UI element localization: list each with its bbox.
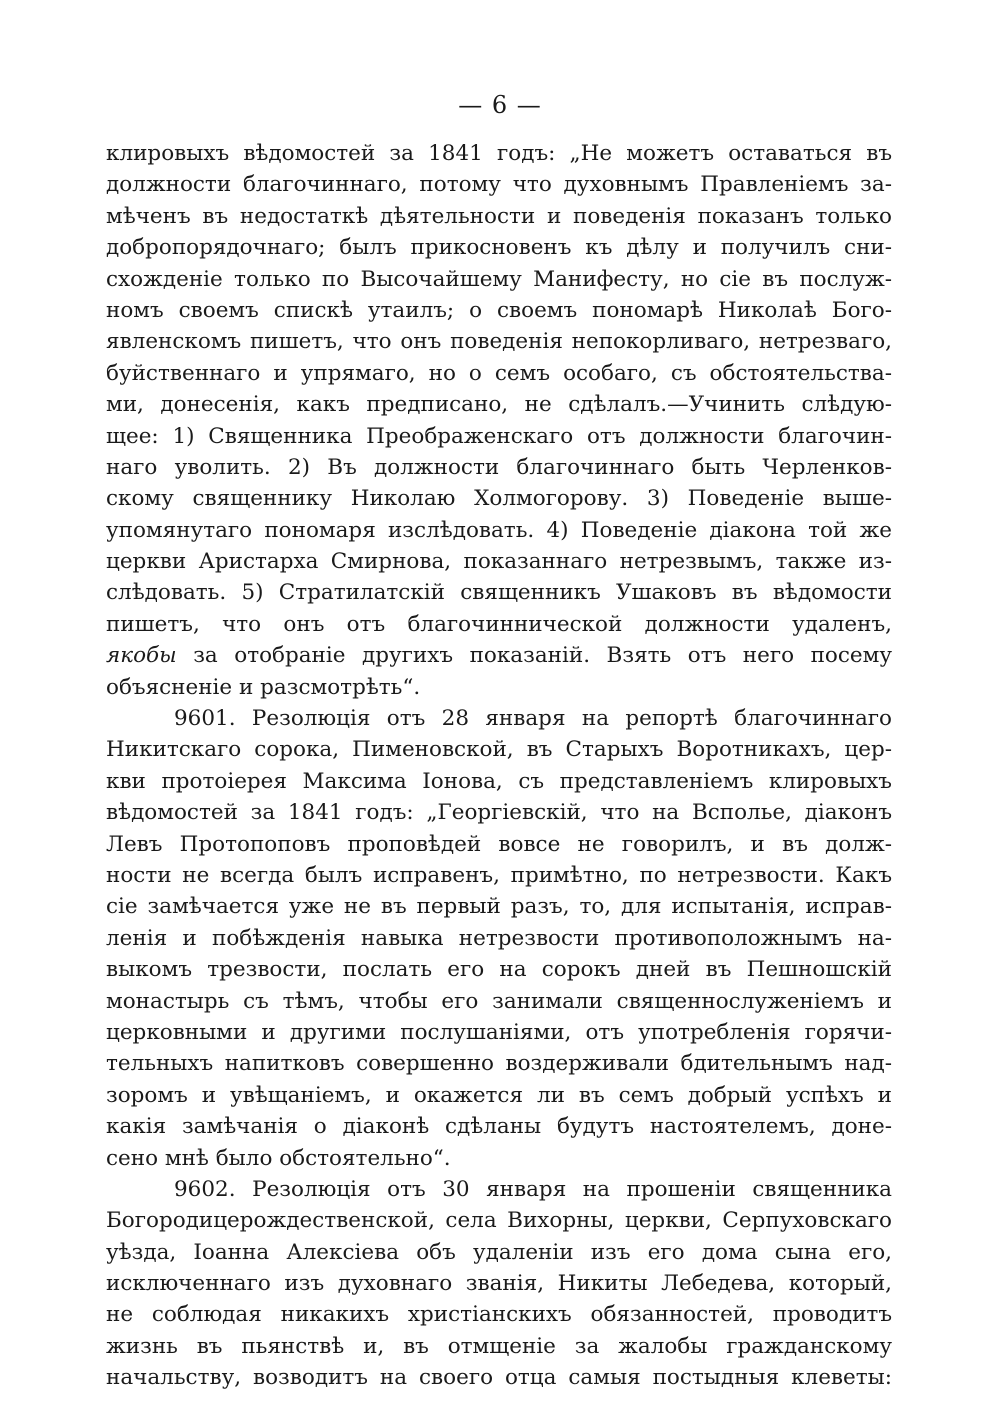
text-line: сіе замѣчается уже не въ первый разъ, то, для испытанія, исправ- — [106, 894, 892, 920]
page-number: — 6 — — [458, 91, 542, 119]
text-line: уѣзда, Іоанна Алексіева объ удаленіи изъ его дома сына его, — [106, 1239, 892, 1265]
paragraph-9601 — [106, 703, 892, 1174]
text-line: жизнь въ пьянствѣ и, въ отмщеніе за жалобы гражданскому — [106, 1333, 892, 1359]
text-line: Никитскаго сорока, Пименовской, въ Старыхъ Воротникахъ, цер- — [106, 737, 892, 763]
text-line: упомянутаго пономаря изслѣдовать. 4) Поведеніе діакона той же — [106, 517, 892, 543]
text-line: церкви Аристарха Смирнова, показаннаго нетрезвымъ, также из- — [106, 549, 892, 575]
text-line: начальству, возводитъ на своего отца самыя постыдныя клеветы: — [106, 1365, 892, 1391]
text-line: церковными и другими послушаніями, отъ употребленія горячи- — [106, 1019, 892, 1045]
text-line: 9601. Резолюція отъ 28 января на репортѣ благочиннаго — [174, 706, 892, 732]
text-line: Богородицерождественской, села Вихорны, церкви, Серпуховскаго — [106, 1208, 892, 1234]
text-line: Левъ Протопоповъ проповѣдей вовсе не говорилъ, и въ долж- — [106, 831, 892, 857]
paragraph-9602 — [106, 1174, 892, 1394]
text-line: ности не всегда былъ исправенъ, примѣтно, по нетрезвости. Какъ — [106, 862, 892, 888]
text-line: вѣдомостей за 1841 годъ: „Георгіевскій, что на Всполье, діаконъ — [106, 800, 892, 826]
italic-word: якобы — [106, 643, 177, 669]
text-line: объясненіе и разсмотрѣть“. — [106, 674, 421, 700]
text-line: тельныхъ напитковъ совершенно воздерживали бдительнымъ над- — [106, 1051, 892, 1077]
text-line: скому священнику Николаю Холмогорову. 3) Поведеніе выше- — [106, 486, 892, 512]
text-line: слѣдовать. 5) Стратилатскій священникъ Ушаковъ въ вѣдомости — [106, 580, 892, 606]
paragraph — [106, 138, 892, 703]
text-line: ми, донесенія, какъ предписано, не сдѣлалъ.—Учинить слѣдую- — [106, 392, 892, 418]
text-line: 9602. Резолюція отъ 30 января на прошеніи священника — [174, 1176, 892, 1202]
text-line: наго уволить. 2) Въ должности благочиннаго быть Черленков- — [106, 454, 892, 480]
text-line: добропорядочнаго; былъ прикосновенъ къ дѣлу и получилъ сни- — [106, 235, 892, 261]
text-line: буйственнаго и упрямаго, но о семъ особаго, съ обстоятельства- — [106, 360, 892, 386]
text-line: исключеннаго изъ духовнаго званія, Никиты Лебедева, который, — [106, 1271, 892, 1297]
text-line: выкомъ трезвости, послать его на сорокъ дней въ Пешношскій — [106, 957, 892, 983]
text-line: пишетъ, что онъ отъ благочиннической должности удаленъ, — [106, 611, 892, 637]
text-line: щее: 1) Священника Преображенскаго отъ должности благочин- — [106, 423, 892, 449]
text-line: не соблюдая никакихъ христіанскихъ обязанностей, проводитъ — [106, 1302, 892, 1328]
text-line: должности благочиннаго, потому что духовнымъ Правленіемъ за- — [106, 172, 892, 198]
body-text — [106, 138, 892, 1394]
text-line: ленія и побѣжденія навыка нетрезвости противоположнымъ на- — [106, 925, 892, 951]
text-line: мѣченъ въ недостаткѣ дѣятельности и поведенія показанъ только — [106, 203, 892, 229]
text-line: явленскомъ пишетъ, что онъ поведенія непокорливаго, нетрезваго, — [106, 329, 892, 355]
text-line: кви протоіерея Максима Іонова, съ представленіемъ клировыхъ — [106, 768, 892, 794]
text-line: клировыхъ вѣдомостей за 1841 годъ: „Не можетъ оставаться въ — [106, 141, 892, 166]
text-line: сено мнѣ было обстоятельно“. — [106, 1145, 451, 1171]
text-line: зоромъ и увѣщаніемъ, и окажется ли въ семъ добрый успѣхъ и — [106, 1082, 892, 1108]
text-line-rest: за отобраніе другихъ показаній. Взять отъ него посему — [193, 643, 892, 669]
text-line: схожденіе только по Высочайшему Манифесту, но сіе въ послуж- — [106, 266, 892, 292]
text-line-with-italic — [106, 640, 892, 671]
text-line: какія замѣчанія о діаконѣ сдѣланы будутъ настоятелемъ, доне- — [106, 1114, 892, 1140]
text-line: номъ своемъ спискѣ утаилъ; о своемъ пономарѣ Николаѣ Бого- — [106, 297, 892, 323]
text-line: монастырь съ тѣмъ, чтобы его занимали священнослуженіемъ и — [106, 988, 892, 1014]
